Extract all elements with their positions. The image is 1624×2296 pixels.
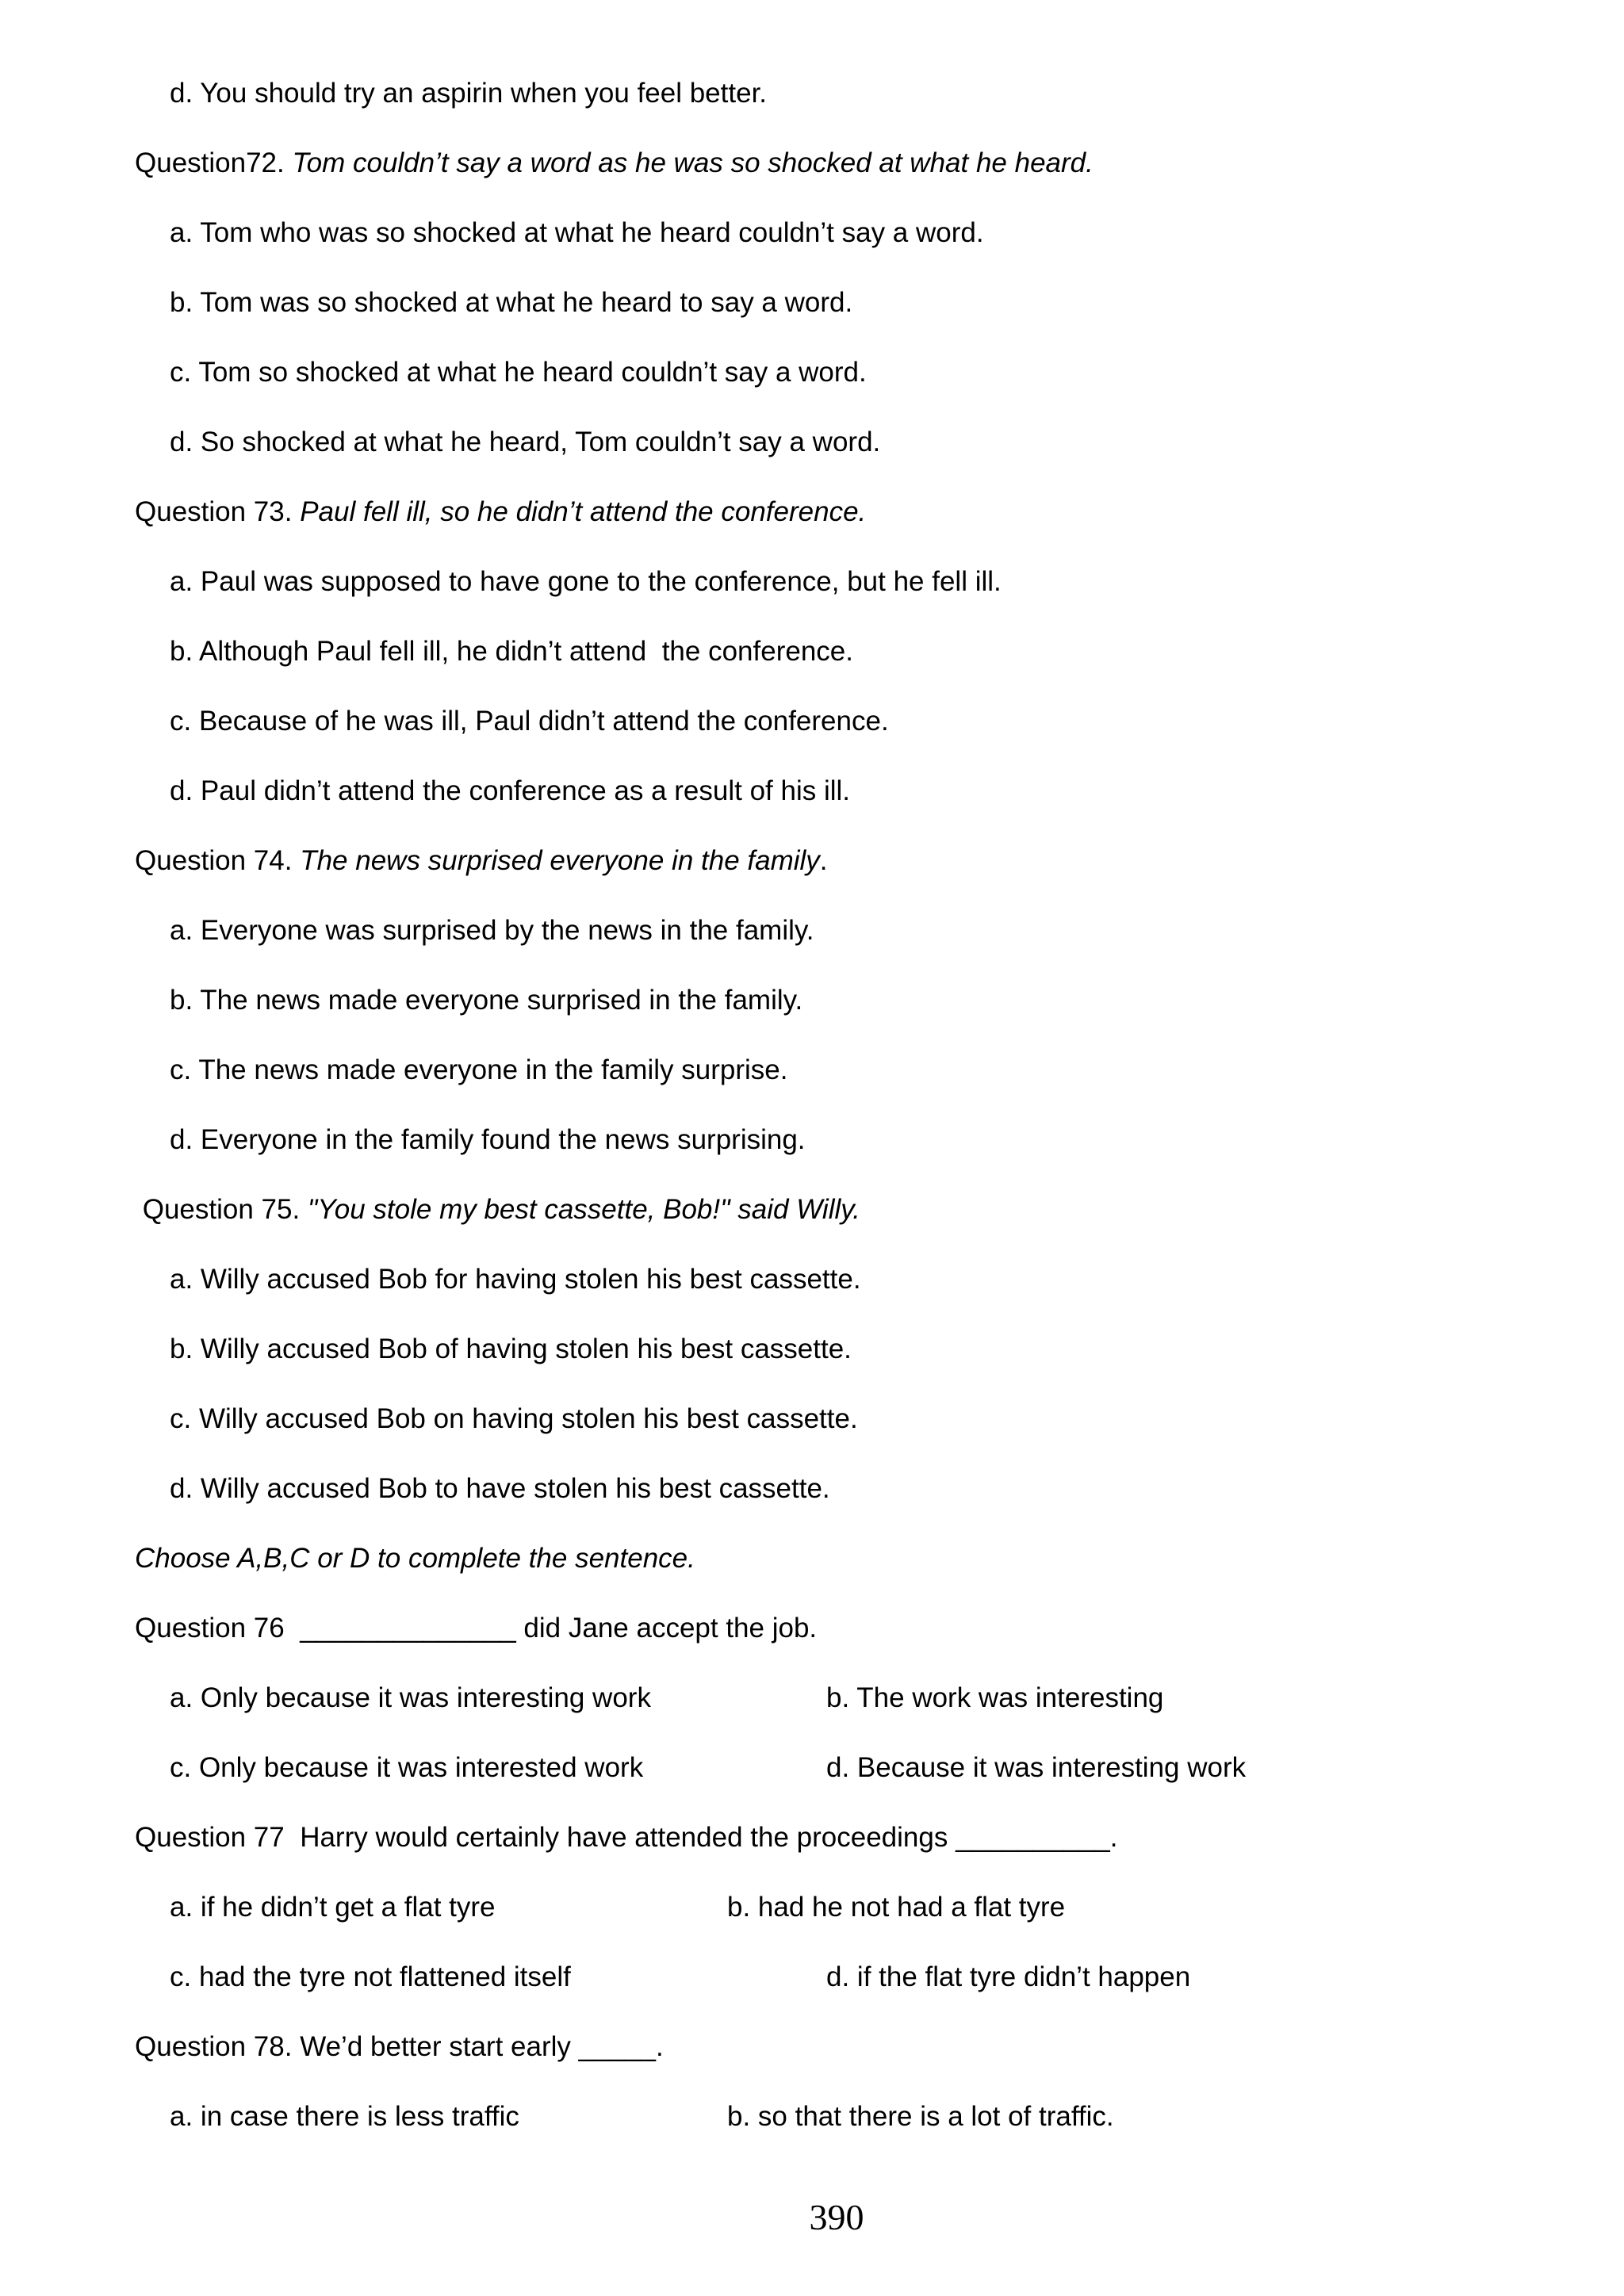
q76-option-a: a. Only because it was interesting work [170,1682,651,1713]
q73-option-c: c. Because of he was ill, Paul didn’t attend the conference. [170,706,889,737]
q74-option-c: c. The news made everyone in the family surprise. [170,1054,788,1085]
q76-option-d: d. Because it was interesting work [826,1752,1247,1783]
q72-option-b: b. Tom was so shocked at what he heard to say a word. [170,287,853,318]
question-76: Question 76 ______________ did Jane accept the job. [135,1613,818,1644]
q72-option-d: d. So shocked at what he heard, Tom couldn’t say a word. [170,427,881,457]
q77-option-c: c. had the tyre not flattened itself [170,1961,571,1992]
q76-option-b: b. The work was interesting [826,1682,1164,1713]
question-73-stem: Paul fell ill, so he didn’t attend the conference. [300,496,867,527]
question-77: Question 77 Harry would certainly have attended the proceedings __________. [135,1822,1118,1853]
question-74 [135,844,828,878]
question-74-label: Question 74. [135,845,301,876]
question-72-label: Question72. [135,147,293,178]
q77-option-a: a. if he didn’t get a flat tyre [170,1892,496,1923]
q73-option-a: a. Paul was supposed to have gone to the conference, but he fell ill. [170,566,1002,597]
question-73-label: Question 73. [135,496,301,527]
question-75-label: Question 75. [135,1194,308,1225]
question-74-stem: The news surprised everyone in the family [300,845,820,876]
q73-option-b: b. Although Paul fell ill, he didn’t attend the conference. [170,636,853,667]
q74-option-d: d. Everyone in the family found the news surprising. [170,1124,806,1155]
question-73 [135,495,866,530]
q71-option-d: d. You should try an aspirin when you feel better. [170,78,768,109]
q74-option-b: b. The news made everyone surprised in the family. [170,985,803,1016]
question-75-stem: "You stole my best cassette, Bob!" said Willy. [307,1194,860,1225]
q77-option-b: b. had he not had a flat tyre [727,1892,1066,1923]
question-75 [135,1192,860,1227]
question-74-tail: . [819,845,828,876]
q73-option-d: d. Paul didn’t attend the conference as a result of his ill. [170,775,851,806]
q77-option-d: d. if the flat tyre didn’t happen [826,1961,1191,1992]
q76-option-c: c. Only because it was interested work [170,1752,644,1783]
question-78: Question 78. We’d better start early _____. [135,2031,664,2062]
page-number: 390 [809,2197,864,2237]
q78-option-a: a. in case there is less traffic [170,2101,519,2132]
q72-option-c: c. Tom so shocked at what he heard couldn’t say a word. [170,357,867,388]
q75-option-a: a. Willy accused Bob for having stolen his best cassette. [170,1264,861,1295]
question-72 [135,146,1094,181]
q75-option-b: b. Willy accused Bob of having stolen his best cassette. [170,1334,852,1364]
q74-option-a: a. Everyone was surprised by the news in the family. [170,915,814,946]
question-72-stem: Tom couldn’t say a word as he was so shocked at what he heard. [292,147,1094,178]
q75-option-c: c. Willy accused Bob on having stolen his best cassette. [170,1403,858,1434]
q78-option-b: b. so that there is a lot of traffic. [727,2101,1114,2132]
q72-option-a: a. Tom who was so shocked at what he heard couldn’t say a word. [170,217,984,248]
q75-option-d: d. Willy accused Bob to have stolen his best cassette. [170,1473,830,1504]
section-instruction: Choose A,B,C or D to complete the sentence. [135,1543,695,1574]
